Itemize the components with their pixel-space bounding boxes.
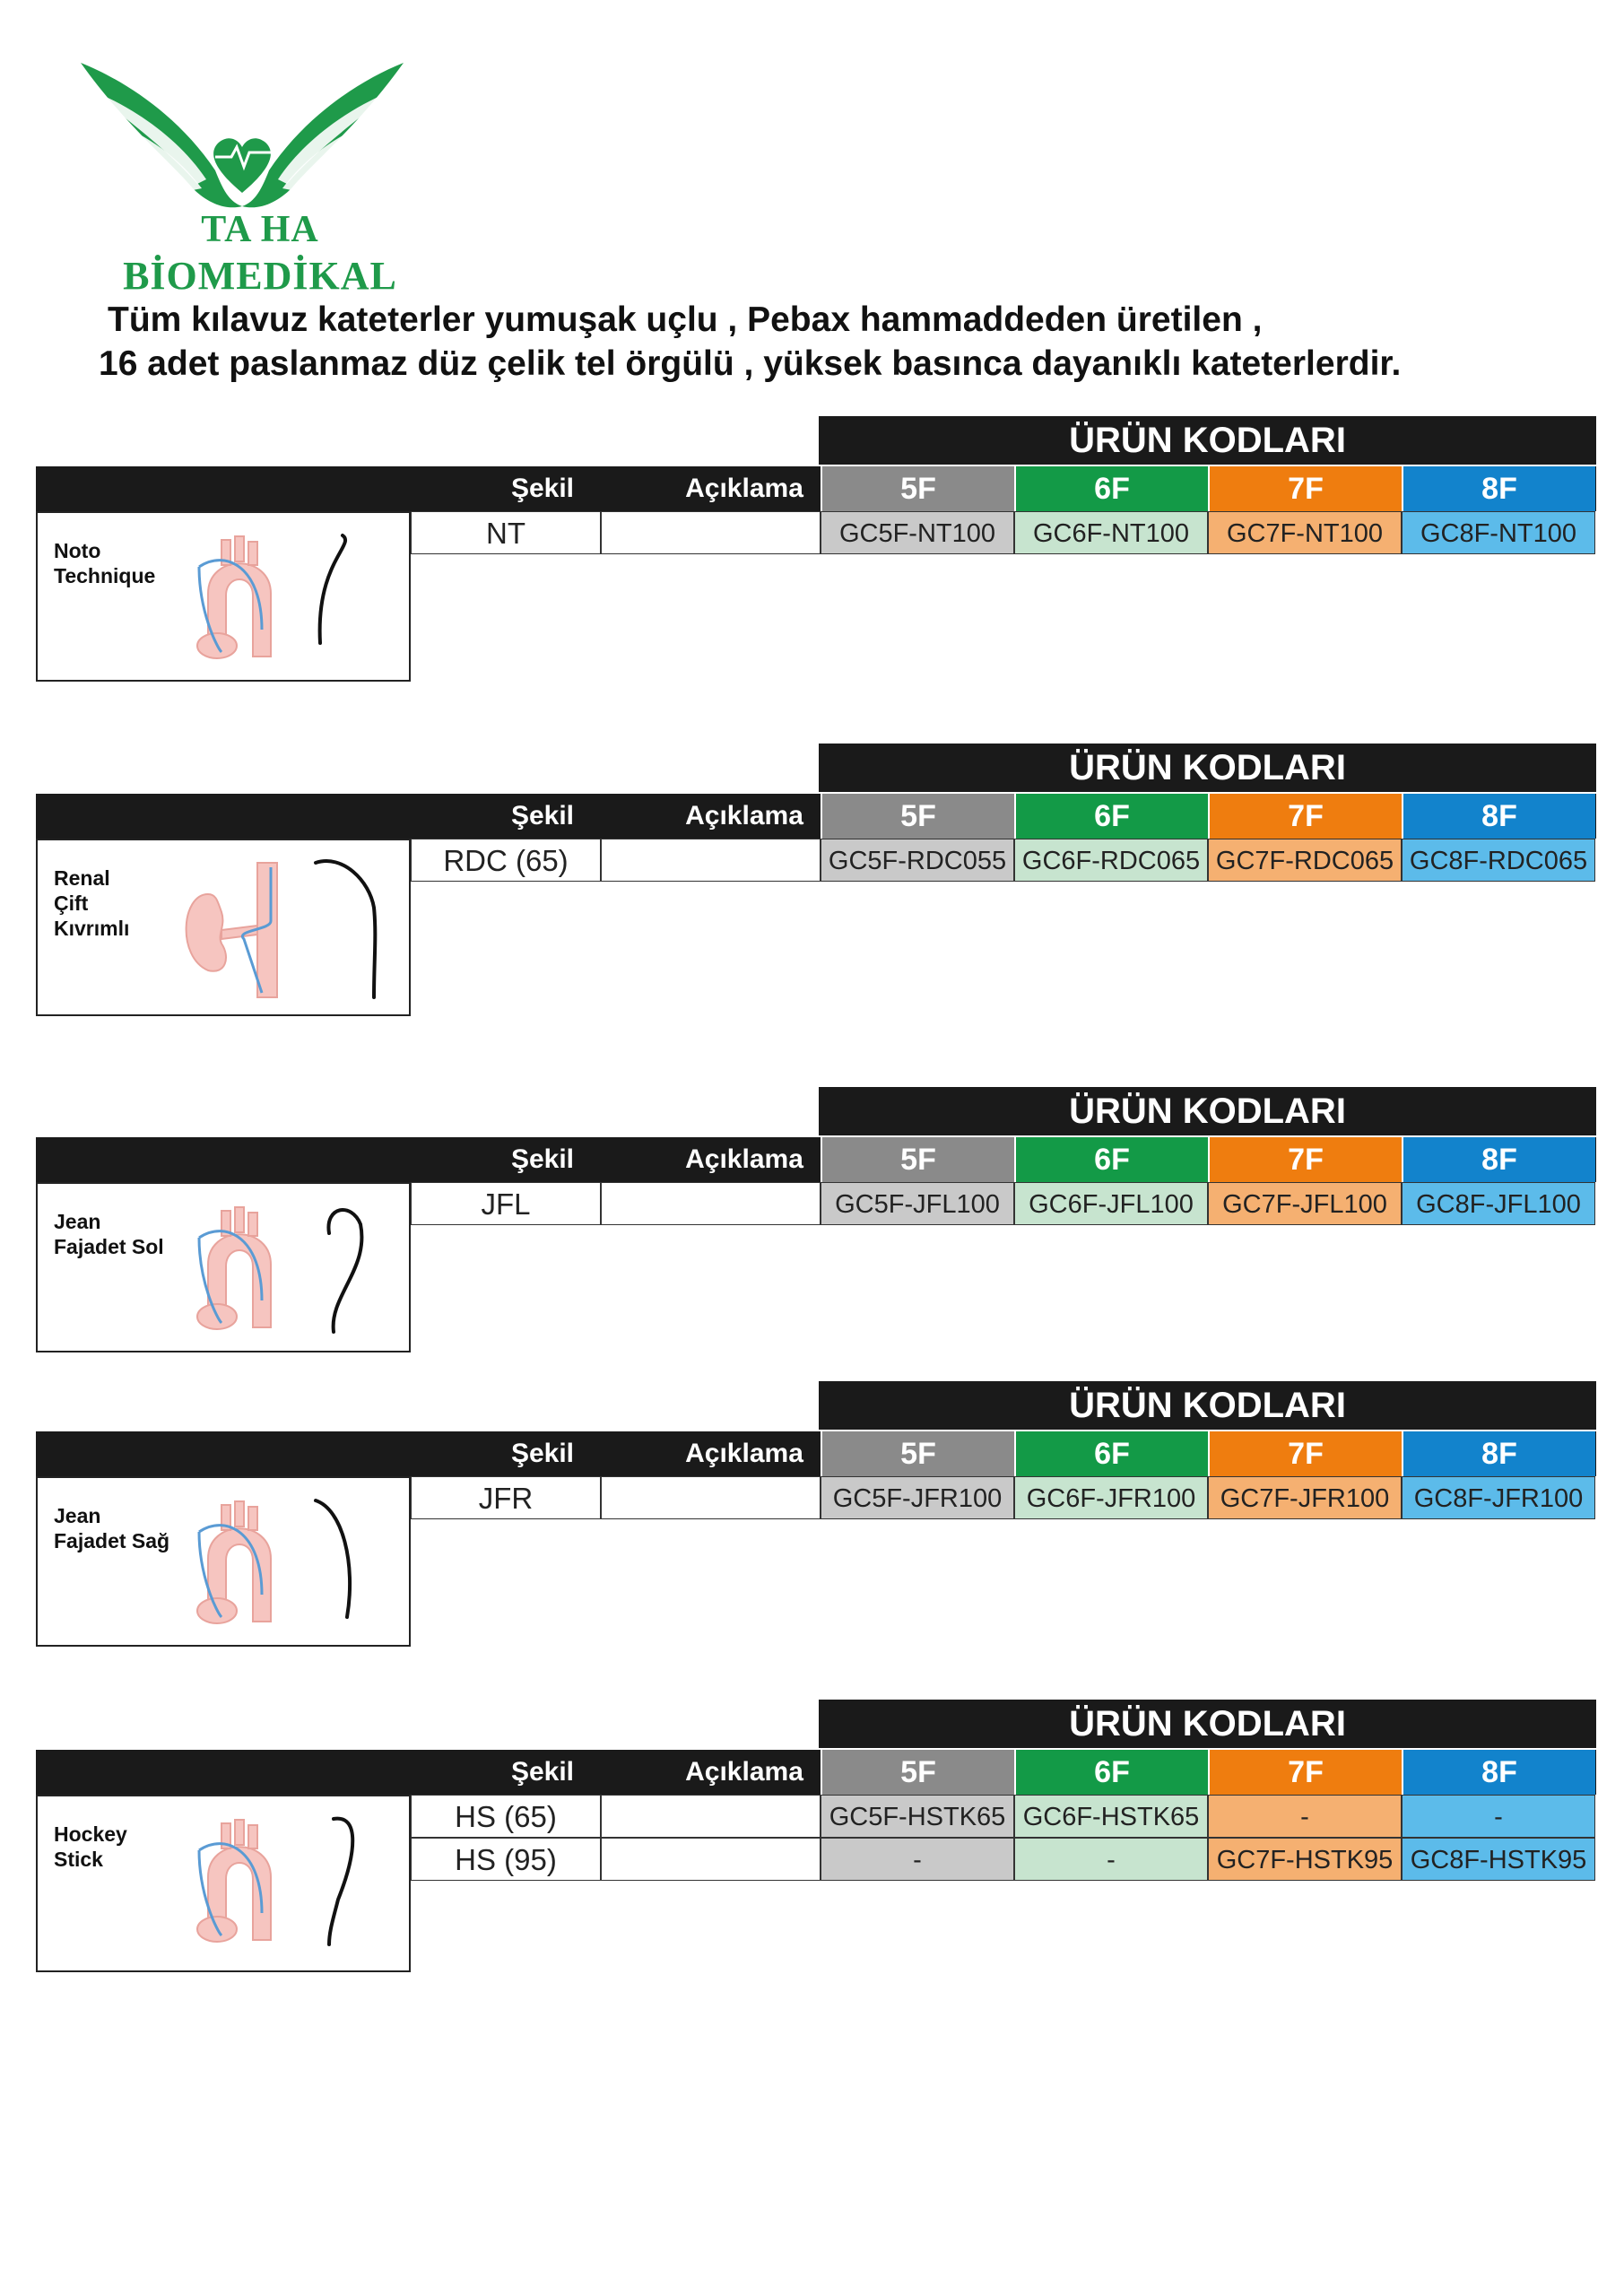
- shape-header: Şekil: [510, 801, 575, 831]
- codes-title: ÜRÜN KODLARI: [819, 1087, 1596, 1135]
- product-code-cell: GC7F-RDC065: [1208, 839, 1402, 882]
- size-header-7f: 7F: [1208, 1137, 1402, 1182]
- description-header: Açıklama: [685, 1144, 803, 1174]
- shape-header: Şekil: [510, 474, 575, 503]
- codes-title: ÜRÜN KODLARI: [819, 1700, 1596, 1748]
- size-header-6f: 6F: [1014, 1750, 1208, 1795]
- size-header-5f: 5F: [821, 1750, 1014, 1795]
- shape-header: Şekil: [510, 1144, 575, 1174]
- size-header-6f: 6F: [1014, 1137, 1208, 1182]
- product-code-cell: GC5F-JFR100: [821, 1476, 1014, 1519]
- product-code-cell: -: [1014, 1838, 1208, 1881]
- intro-line-1: Tüm kılavuz kateterler yumuşak uçlu , Pebax hammaddeden üretilen ,: [108, 300, 1263, 339]
- product-code-cell: GC7F-JFR100: [1208, 1476, 1402, 1519]
- table-header: [36, 794, 1596, 839]
- product-code-cell: GC6F-JFR100: [1014, 1476, 1208, 1519]
- table-header: [36, 1431, 1596, 1476]
- table-header: [36, 466, 1596, 511]
- catheter-name: Jean Fajadet Sağ: [54, 1504, 170, 1552]
- product-code-cell: GC8F-JFR100: [1402, 1476, 1595, 1519]
- shape-header: Şekil: [510, 1439, 575, 1468]
- product-code-cell: GC7F-NT100: [1208, 511, 1402, 554]
- size-header-5f: 5F: [821, 1137, 1014, 1182]
- codes-title: ÜRÜN KODLARI: [819, 416, 1596, 465]
- product-code-cell: -: [1402, 1795, 1595, 1838]
- description-cell: [601, 511, 821, 554]
- size-header-6f: 6F: [1014, 794, 1208, 839]
- product-row: [0, 1476, 1624, 1519]
- product-row: [0, 511, 1624, 554]
- description-cell: [601, 839, 821, 882]
- product-code-cell: -: [1208, 1795, 1402, 1838]
- product-code-cell: GC6F-JFL100: [1014, 1182, 1208, 1225]
- description-header: Açıklama: [685, 801, 803, 831]
- shape-cell: RDC (65): [411, 839, 601, 882]
- shape-cell: JFR: [411, 1476, 601, 1519]
- codes-title: ÜRÜN KODLARI: [819, 744, 1596, 792]
- product-code-cell: GC8F-JFL100: [1402, 1182, 1595, 1225]
- shape-header: Şekil: [510, 1757, 575, 1787]
- brand-line-1: TA HA: [201, 209, 319, 250]
- size-header-6f: 6F: [1014, 466, 1208, 511]
- product-code-cell: GC7F-HSTK95: [1208, 1838, 1402, 1881]
- size-header-7f: 7F: [1208, 466, 1402, 511]
- product-code-cell: GC6F-HSTK65: [1014, 1795, 1208, 1838]
- product-code-cell: -: [821, 1838, 1014, 1881]
- size-header-8f: 8F: [1402, 466, 1595, 511]
- description-header: Açıklama: [685, 474, 803, 503]
- product-row: [0, 839, 1624, 882]
- product-code-cell: GC5F-NT100: [821, 511, 1014, 554]
- size-header-8f: 8F: [1402, 1431, 1595, 1476]
- product-code-cell: GC8F-NT100: [1402, 511, 1595, 554]
- size-header-8f: 8F: [1402, 1137, 1595, 1182]
- shape-cell: JFL: [411, 1182, 601, 1225]
- product-code-cell: GC7F-JFL100: [1208, 1182, 1402, 1225]
- catheter-name: Hockey Stick: [54, 1822, 127, 1871]
- size-header-5f: 5F: [821, 466, 1014, 511]
- shape-cell: NT: [411, 511, 601, 554]
- product-row: [0, 1795, 1624, 1838]
- size-header-5f: 5F: [821, 794, 1014, 839]
- size-header-5f: 5F: [821, 1431, 1014, 1476]
- codes-title: ÜRÜN KODLARI: [819, 1381, 1596, 1430]
- size-header-8f: 8F: [1402, 1750, 1595, 1795]
- description-header: Açıklama: [685, 1439, 803, 1468]
- table-header: [36, 1750, 1596, 1795]
- brand-line-2: BİOMEDİKAL: [123, 254, 397, 298]
- product-row: [0, 1182, 1624, 1225]
- product-row: [0, 1838, 1624, 1881]
- product-code-cell: GC5F-HSTK65: [821, 1795, 1014, 1838]
- product-code-cell: GC8F-RDC065: [1402, 839, 1595, 882]
- size-header-8f: 8F: [1402, 794, 1595, 839]
- product-block: [0, 1700, 1624, 2112]
- intro-line-2: 16 adet paslanmaz düz çelik tel örgülü , yüksek basınca dayanıklı kateterlerdir.: [99, 344, 1402, 383]
- shape-cell: HS (65): [411, 1795, 601, 1838]
- size-header-7f: 7F: [1208, 1750, 1402, 1795]
- product-code-cell: GC6F-RDC065: [1014, 839, 1208, 882]
- size-header-7f: 7F: [1208, 794, 1402, 839]
- description-cell: [601, 1182, 821, 1225]
- size-header-6f: 6F: [1014, 1431, 1208, 1476]
- catheter-name: Renal Çift Kıvrımlı: [54, 866, 130, 940]
- product-code-cell: GC5F-JFL100: [821, 1182, 1014, 1225]
- description-header: Açıklama: [685, 1757, 803, 1787]
- description-cell: [601, 1476, 821, 1519]
- table-header: [36, 1137, 1596, 1182]
- product-code-cell: GC8F-HSTK95: [1402, 1838, 1595, 1881]
- product-code-cell: GC6F-NT100: [1014, 511, 1208, 554]
- shape-cell: HS (95): [411, 1838, 601, 1881]
- size-header-7f: 7F: [1208, 1431, 1402, 1476]
- catheter-name: Jean Fajadet Sol: [54, 1210, 164, 1258]
- description-cell: [601, 1838, 821, 1881]
- product-code-cell: GC5F-RDC055: [821, 839, 1014, 882]
- description-cell: [601, 1795, 821, 1838]
- catheter-name: Noto Technique: [54, 539, 156, 587]
